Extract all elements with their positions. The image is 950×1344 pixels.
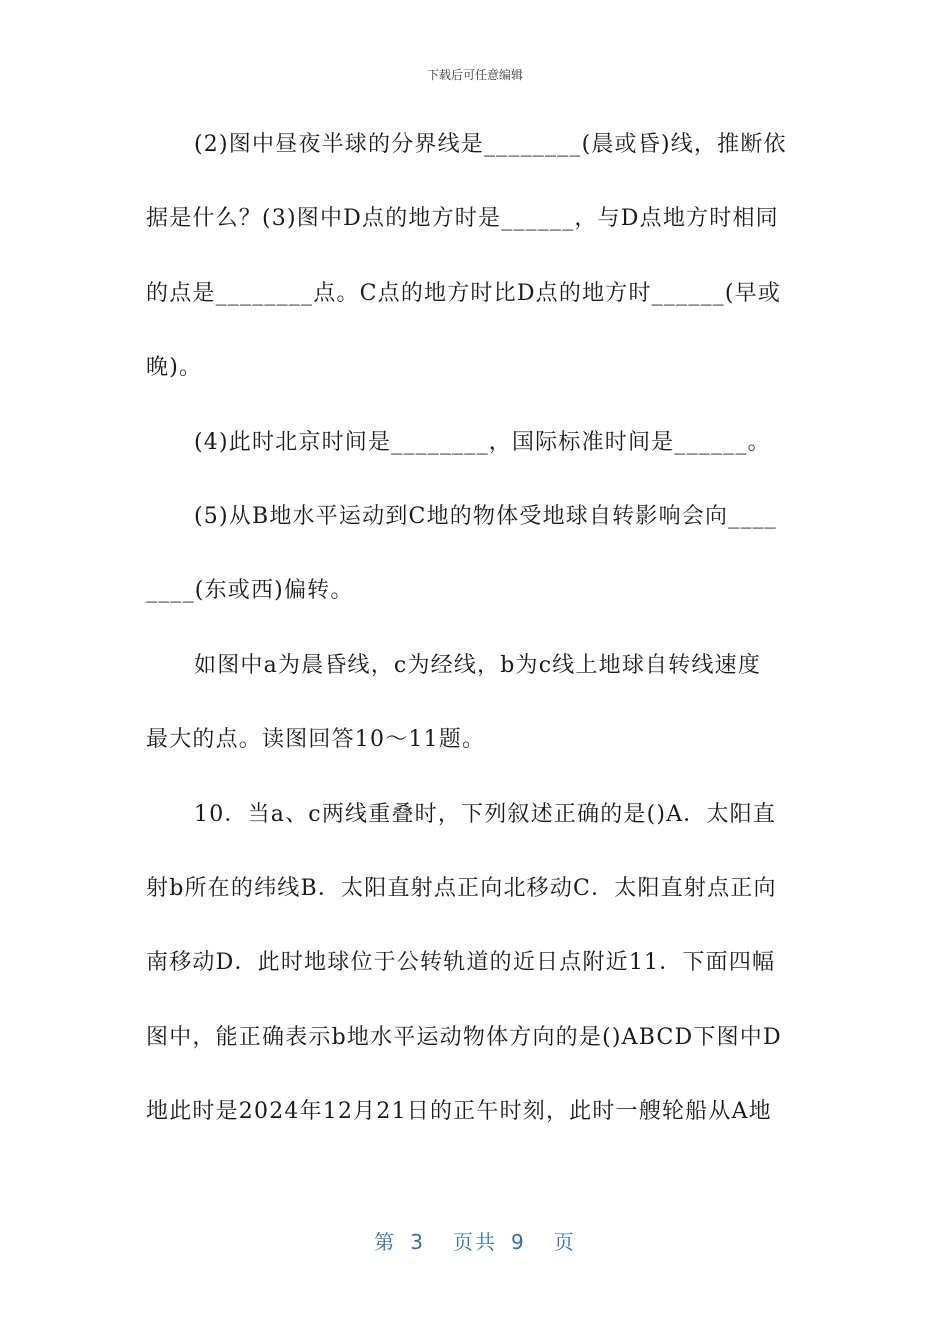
body-line-2: 据是什么？(3)图中D点的地方时是______，与D点地方时相同 bbox=[146, 206, 779, 232]
page-header: 下载后可任意编辑 bbox=[426, 68, 523, 82]
body-line-14: 地此时是2024年12月21日的正午时刻，此时一艘轮船从A地 bbox=[146, 1099, 772, 1125]
body-line-7: ____(东或西)偏转。 bbox=[146, 578, 354, 604]
body-line-9: 最大的点。读图回答10～11题。 bbox=[146, 727, 486, 753]
footer-total-pages: 9 bbox=[511, 1230, 526, 1254]
body-line-10: 10．当a、c两线重叠时，下列叙述正确的是()A．太阳直 bbox=[194, 801, 777, 827]
document-body bbox=[146, 108, 806, 1149]
body-line-13: 图中，能正确表示b地水平运动物体方向的是()ABCD下图中D bbox=[146, 1024, 782, 1050]
footer-current-page: 3 bbox=[410, 1230, 425, 1254]
body-line-5: (4)此时北京时间是________，国际标准时间是______。 bbox=[194, 429, 771, 455]
body-line-6: (5)从B地水平运动到C地的物体受地球自转影响会向____ bbox=[194, 503, 777, 529]
body-line-3: 的点是________点。C点的地方时比D点的地方时______(早或 bbox=[146, 280, 782, 306]
footer-prefix: 第 bbox=[374, 1230, 397, 1254]
page-footer bbox=[0, 1226, 950, 1255]
body-line-1: (2)图中昼夜半球的分界线是________(晨或昏)线，推断依 bbox=[194, 132, 787, 157]
body-line-11: 射b所在的纬线B．太阳直射点正向北移动C．太阳直射点正向 bbox=[146, 875, 777, 901]
body-line-4: 晚)。 bbox=[146, 355, 203, 381]
footer-suffix: 页 bbox=[553, 1230, 576, 1254]
body-line-8: 如图中a为晨昏线，c为经线，b为c线上地球自转线速度 bbox=[194, 652, 762, 678]
body-line-12: 南移动D．此时地球位于公转轨道的近日点附近11．下面四幅 bbox=[146, 950, 776, 976]
footer-middle: 页共 bbox=[453, 1230, 497, 1254]
